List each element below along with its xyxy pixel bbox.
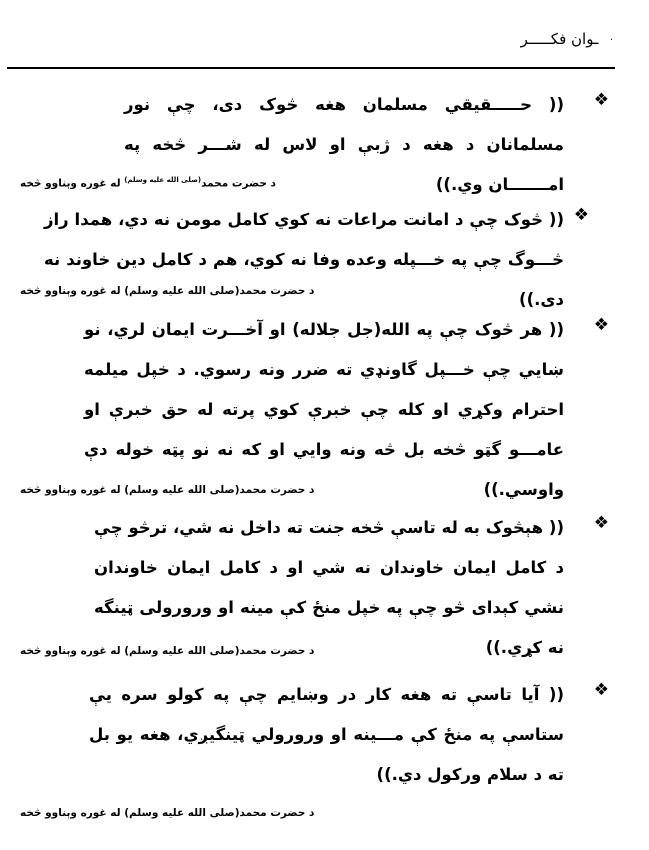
- header-divider: [7, 67, 615, 69]
- hadith-text: (( حـــــقيقي مسلمان هغه څوک دی، چې نور مسلمانان د هغه د ژبې او لاس له شـــر څخه په امـــــــان وي.)): [124, 95, 564, 194]
- page-number: ٠: [609, 34, 614, 45]
- hadith-source: د حضرت محمد(صلی الله عليه وسلم) له غوره وېناوو څخه: [20, 484, 315, 496]
- running-title: ـوان فكـــــر: [520, 30, 599, 48]
- hadith-text: (( هېڅوک به له تاسې څخه جنت ته داخل نه شي، ترڅو چې د کامل ايمان خاوندان نه شي او د کامل ايمان خاوندان نشي کېدای څو چې په خپل منځ کې مينه او ورورولی ټينگه نه کړي.)): [94, 518, 564, 657]
- diamond-bullet-icon: ❖: [593, 315, 609, 335]
- hadith-item: [89, 675, 609, 795]
- hadith-text: (( څوک چې د امانت مراعات نه کوي کامل مومن نه دي، همدا راز څـــوگ چې په خـــپله وعده وفا نه کوي، هم د کامل دين خاوند نه دی.)): [44, 210, 564, 309]
- diamond-bullet-icon: ❖: [593, 680, 609, 700]
- hadith-item: [84, 310, 609, 510]
- hadith-source: د حضرت محمد(صلی الله عليه وسلم) له غوره وېناوو څخه: [20, 645, 315, 657]
- hadith-item: [94, 508, 609, 668]
- hadith-source: د حضرت محمد(صلی الله عليه وسلم) له غوره وېناوو څخه: [20, 285, 315, 297]
- diamond-bullet-icon: ❖: [573, 205, 589, 225]
- hadith-item: [44, 200, 589, 320]
- hadith-source: د حضرت محمد(صلی الله عليه وسلم) له غوره وېناوو څخه: [20, 807, 315, 819]
- page-header: [521, 30, 614, 48]
- diamond-bullet-icon: ❖: [593, 513, 609, 533]
- hadith-source: د حضرت محمد$^{(صلی الله عليه وسلم)}$ له غوره وېناوو څخه: [20, 176, 276, 190]
- hadith-text: (( هر څوک چې په الله(جل جلاله) او آخـــرت ايمان لري، نو ښايي چې خـــپل گاونډي ته ضرر ونه رسوي. د خپل ميلمه احترام وکړي او کله چې خبرې کوي پرته له حق خبرې او عامـــو گټو څخه بل څه ونه وايي او که نه نو پټه خوله دې واوسي.)): [84, 320, 564, 499]
- hadith-text: (( آيا تاسې ته هغه کار در وښايم چې په کولو سره يې ستاسې په منځ کې مـــينه او ورورولي ټينگيږي، هغه يو بل ته د سلام ورکول دي.)): [89, 685, 564, 784]
- diamond-bullet-icon: ❖: [593, 90, 609, 110]
